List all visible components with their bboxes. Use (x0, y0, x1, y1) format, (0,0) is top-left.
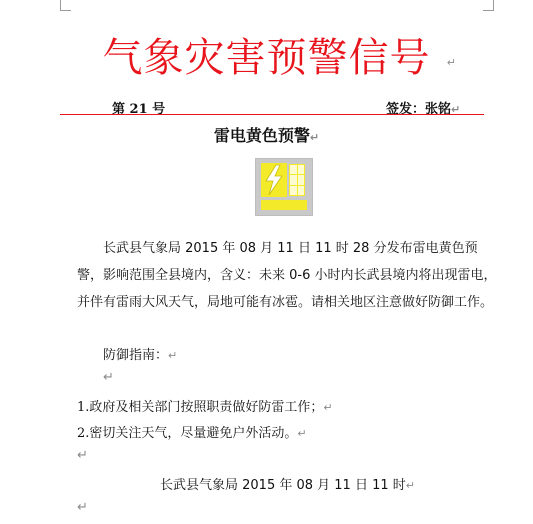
guide-label[interactable]: 防御指南：↵ (103, 348, 178, 363)
paragraph-mark: ↵ (446, 56, 457, 69)
warning-paragraph[interactable]: 长武县气象局 2015 年 08 月 11 日 11 时 28 分发布雷电黄色预警，影响范围全县境内，含义：未来 0-6 小时内长武县境内将出现雷电，并伴有雷雨大风天气，局地可能有冰雹。请相关地区注意做好防御工作。 (77, 241, 497, 310)
paragraph-mark: ↵ (309, 131, 320, 144)
issue-number[interactable]: 第 21 号 (112, 102, 166, 117)
guide-item-1[interactable]: 1.政府及相关部门按照职责做好防雷工作；↵ (77, 400, 333, 415)
document-title-text[interactable]: 气象灾害预警信号 (102, 35, 431, 81)
signer[interactable]: 签发：张铭↵ (386, 102, 461, 117)
signal-grid (289, 164, 305, 196)
signal-label-strip (261, 200, 307, 210)
red-separator-line (60, 114, 484, 115)
crop-mark-top-right (483, 0, 494, 11)
lightning-yellow-warning-icon[interactable] (255, 158, 313, 216)
crop-mark-top-left (60, 0, 71, 11)
empty-paragraph-mark: ↵ (77, 500, 88, 515)
info-line[interactable] (0, 98, 533, 118)
bolt-panel (261, 163, 287, 197)
lightning-bolt-icon (261, 163, 287, 197)
document-title[interactable] (0, 26, 533, 83)
warning-subtitle[interactable]: 雷电黄色预警↵ (213, 126, 320, 145)
guide-item-2[interactable]: 2.密切关注天气，尽量避免户外活动。↵ (77, 426, 307, 441)
empty-paragraph-mark: ↵ (103, 370, 114, 385)
empty-paragraph-mark: ↵ (77, 448, 88, 463)
footer-issuer-date[interactable]: 长武县气象局 2015 年 08 月 11 日 11 时↵ (160, 478, 415, 493)
